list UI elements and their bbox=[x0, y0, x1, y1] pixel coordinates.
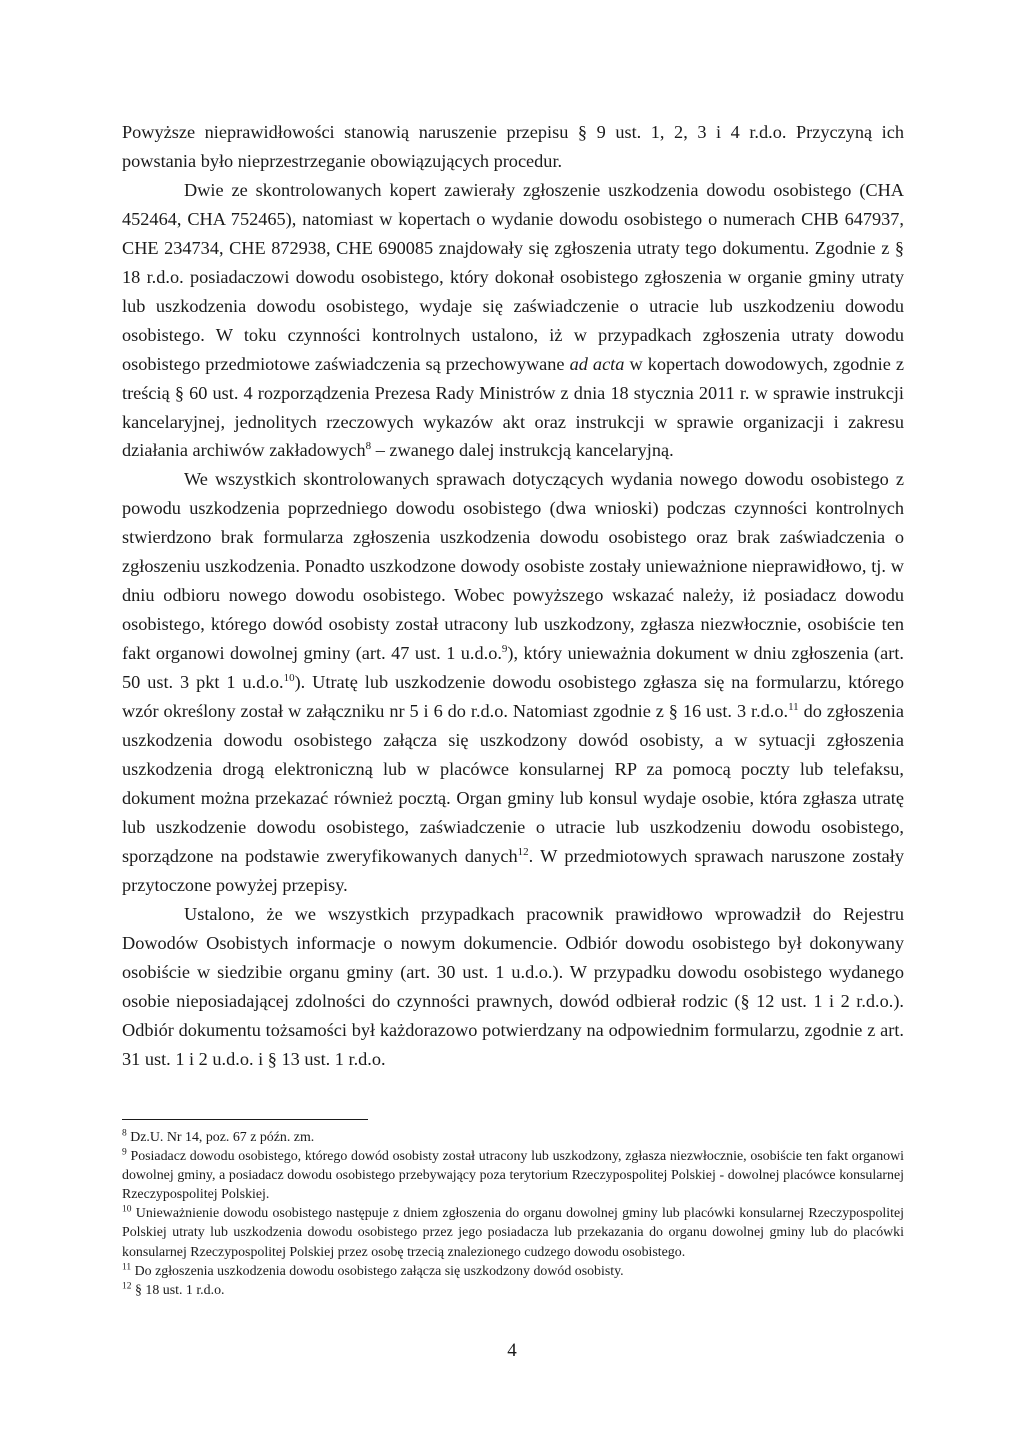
paragraph bbox=[122, 900, 904, 1074]
paragraph bbox=[122, 176, 904, 466]
footnote-text: Dz.U. Nr 14, poz. 67 z późn. zm. bbox=[126, 1130, 315, 1145]
footnote-number: 11 bbox=[122, 1262, 132, 1273]
paragraph-text: Dwie ze skontrolowanych kopert zawierały zgłoszenie uszkodzenia dowodu osobistego (CHA 452464, CHA 752465), natomiast w kopertach o wydanie dowodu osobistego o numerach CHB 647937, CHE 234734, CHE 872938, CHE 690085 znajdowały się zgłoszenia utraty tego dokumentu. Zgodnie z § 18 r.d.o. posiadaczowi dowodu osobistego, który dokonał osobistego zgłoszenia w organie gminy utraty lub uszkodzenia dowodu osobistego, wydaje się zaświadczenie o utracie lub uszkodzeniu dowodu osobistego. W toku czynności kontrolnych ustalono, iż w przypadkach zgłoszenia utraty dowodu osobistego przedmiotowe zaświadczenia są przechowywane bbox=[122, 179, 904, 374]
footnote-ref: 8 bbox=[365, 440, 372, 453]
paragraph-text: w kopertach dowodowych, zgodnie z treścią § 60 ust. 4 rozporządzenia Prezesa Rady Ministrów z dnia 18 stycznia 2011 r. w sprawie instrukcji kancelaryjnej, jednolitych rzeczowych wykazów akt oraz instrukcji w sprawie organizacji i zakresu działania archiwów zakładowych bbox=[122, 353, 904, 461]
paragraph-text: Powyższe nieprawidłowości stanowią naruszenie przepisu § 9 ust. 1, 2, 3 i 4 r.d.o. Przyczyną ich powstania było nieprzestrzeganie obowiązujących procedur. bbox=[122, 122, 904, 171]
paragraph-text: We wszystkich skontrolowanych sprawach dotyczących wydania nowego dowodu osobistego z powodu uszkodzenia poprzedniego dowodu osobistego (dwa wnioski) podczas czynności kontrolnych stwierdzono brak formularza zgłoszenia uszkodzenia dowodu osobistego oraz brak zaświadczenia o zgłoszeniu uszkodzenia. Ponadto uszkodzone dowody osobiste zostały unieważnione nieprawidłowo, tj. w dniu odbioru nowego dowodu osobistego. Wobec powyższego wskazać należy, iż posiadacz dowodu osobistego, którego dowód osobisty został utracony lub uszkodzony, zgłasza niezwłocznie, osobiście ten fakt organowi dowolnej gminy (art. 47 ust. 1 u.d.o. bbox=[122, 469, 904, 664]
footnote-text: Do zgłoszenia uszkodzenia dowodu osobistego załącza się uszkodzony dowód osobisty. bbox=[131, 1263, 624, 1279]
footnote-number: 8 bbox=[122, 1128, 127, 1139]
paragraph-text: do zgłoszenia uszkodzenia dowodu osobistego załącza się uszkodzony dowód osobisty, a w sytuacji zgłoszenia uszkodzenia drogą elektroniczną lub w placówce konsularnej RP za pomocą poczty lub telefaksu, dokument można przekazać również pocztą. Organ gminy lub konsul wydaje osobie, która zgłasza utratę lub uszkodzenie dowodu osobistego, zaświadczenie o utracie lub uszkodzeniu dowodu osobistego, sporządzone na podstawie zweryfikowanych danych bbox=[122, 701, 904, 866]
page-body bbox=[122, 118, 904, 1073]
paragraph bbox=[122, 465, 904, 899]
footnote-ref: 11 bbox=[788, 700, 799, 713]
footnote-text: § 18 ust. 1 r.d.o. bbox=[131, 1282, 225, 1298]
paragraph bbox=[122, 118, 904, 176]
paragraph-text: Ustalono, że we wszystkich przypadkach pracownik prawidłowo wprowadził do Rejestru Dowodów Osobistych informacje o nowym dokumencie. Odbiór dowodu osobistego był dokonywany osobiście w siedzibie organu gminy (art. 30 ust. 1 u.d.o.). W przypadku dowodu osobistego wydanego osobie nieposiadającej zdolności do czynności prawnych, dowód odbierał rodzic (§ 12 ust. 1 i 2 r.d.o.). Odbiór dokumentu tożsamości był każdorazowo potwierdzany na odpowiednim formularzu, zgodnie z art. 31 ust. 1 i 2 u.d.o. i § 13 ust. 1 r.d.o. bbox=[122, 903, 904, 1069]
footnote bbox=[122, 1262, 904, 1281]
footnote bbox=[122, 1204, 904, 1261]
footnote-ref: 9 bbox=[501, 643, 508, 656]
footnote bbox=[122, 1128, 904, 1147]
footnote-separator bbox=[122, 1119, 368, 1120]
paragraph-text: ). Utratę lub uszkodzenie dowodu osobistego zgłasza się na formularzu, którego wzór określony został w załączniku nr 5 i 6 do r.d.o. Natomiast zgodnie z § 16 ust. 3 r.d.o. bbox=[122, 672, 904, 722]
paragraph-text: ), który unieważnia dokument w dniu zgłoszenia (art. 50 ust. 3 pkt 1 u.d.o. bbox=[122, 643, 904, 693]
italic-text: ad acta bbox=[569, 353, 625, 374]
footnote bbox=[122, 1147, 904, 1204]
footnotes bbox=[122, 1128, 904, 1300]
footnote-number: 12 bbox=[122, 1281, 132, 1292]
paragraph-text: . W przedmiotowych sprawach naruszone zostały przytoczone powyżej przepisy. bbox=[122, 845, 904, 895]
footnote-number: 9 bbox=[122, 1147, 127, 1158]
footnote-ref: 12 bbox=[517, 845, 529, 858]
footnote-text: Posiadacz dowodu osobistego, którego dowód osobisty został utracony lub uszkodzony, zgłasza niezwłocznie, osobiście ten fakt organowi dowolnej gminy, a posiadacz dowodu osobistego przebywający poza terytorium Rzeczypospolitej Polskiej - dowolnej placówce konsularnej Rzeczypospolitej Polskiej. bbox=[122, 1149, 904, 1203]
page-number: 4 bbox=[507, 1340, 517, 1361]
footnote-text: Unieważnienie dowodu osobistego następuje z dniem zgłoszenia do organu dowolnej gminy lub placówki konsularnej Rzeczypospolitej Polskiej utraty lub uszkodzenia dowodu osobistego przez jego posiadacza lub przekazania do organu dowolnej gminy lub do placówki konsularnej Rzeczypospolitej Polskiej przez osobę trzecią znalezionego cudzego dowodu osobistego. bbox=[122, 1206, 904, 1260]
body-text bbox=[122, 118, 904, 1073]
paragraph-text: – zwanego dalej instrukcją kancelaryjną. bbox=[371, 440, 674, 461]
footnote bbox=[122, 1281, 904, 1300]
footnote-number: 10 bbox=[122, 1204, 132, 1215]
footnote-ref: 10 bbox=[283, 672, 295, 685]
